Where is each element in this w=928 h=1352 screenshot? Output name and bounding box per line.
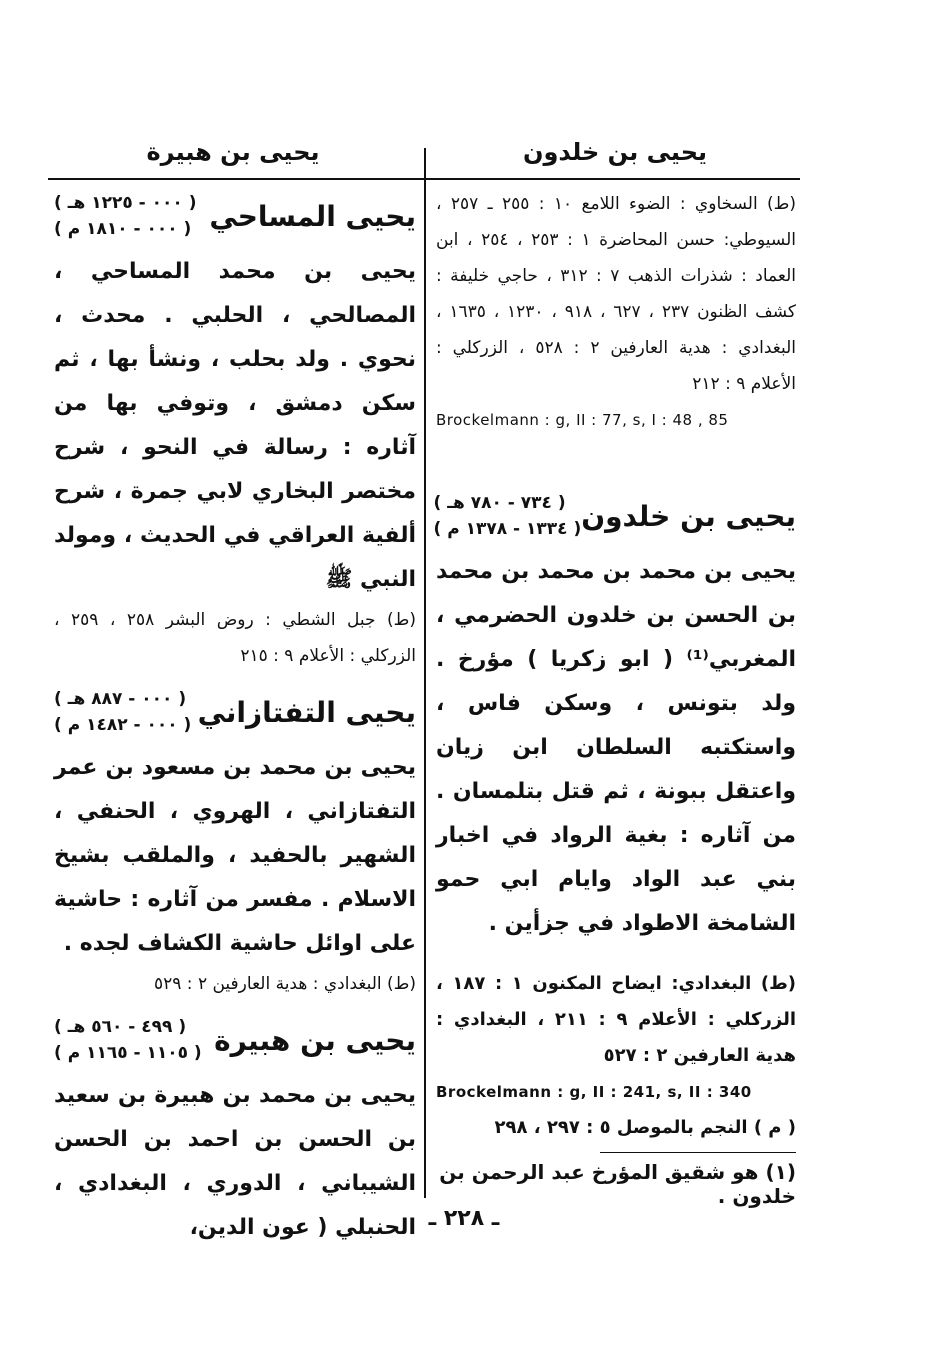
entry-body: يحيى بن محمد بن هبيرة بن سعيد بن الحسن بن احمد بن الحسن الشيباني ، الدوري ، البغدادي ، الحنبلي ( عون الدين، — [54, 1083, 416, 1240]
page-number: ـ ٢٢٨ ـ — [428, 1206, 500, 1231]
entry-header — [54, 1014, 416, 1066]
brockelmann-reference: Brockelmann : g, II : 77, s, I : 48 , 85 — [436, 411, 729, 429]
entry-body: يحيى بن محمد بن محمد بن محمد بن الحسن بن خلدون الحضرمي ، المغربي⁽¹⁾ ( ابو زكريا ) مؤرخ . ولد بتونس ، وسكن فاس ، واستكتبه السلطان ابن زيان واعتقل ببونة ، ثم قتل بتلمسان . من آثاره : بغية الرواد في اخبار بني عبد الواد وايام ابي حمو الشامخة الاطواد في جزأين . — [436, 559, 796, 936]
footnote: (١) هو شقيق المؤرخ عبد الرحمن بن خلدون . — [439, 1160, 796, 1208]
entry-references: (ط) البغدادي: ايضاح المكنون ١ : ١٨٧ ، الزركلي : الأعلام ٩ : ٢١١ ، البغدادي : هدية العارفين ٢ : ٥٢٧ — [436, 973, 796, 1066]
entry-header — [433, 490, 796, 542]
dates-gregorian: ( ٠٠٠ - ١٤٨٢ م ) — [54, 715, 192, 735]
entry-dates — [54, 190, 196, 242]
dates-hijri: ( ٧٣٤ - ٧٨٠ هـ ) — [433, 493, 566, 513]
dates-hijri: ( ٠٠٠ - ٨٨٧ هـ ) — [54, 689, 187, 709]
dates-hijri: ( ٤٩٩ - ٥٦٠ هـ ) — [54, 1017, 187, 1037]
entry-dates — [54, 686, 191, 738]
entry-body: يحيى بن محمد المساحي ، المصالحي ، الحلبي . محدث ، نحوي . ولد بحلب ، ونشأ بها ، ثم سكن دمشق ، وتوفي بها من آثاره : رسالة في النحو ، شرح مختصر البخاري لابي جمرة ، شرح ألفية العراقي في الحديث ، ومولد النبي ﷺ — [54, 259, 416, 592]
entry-dates — [54, 1014, 202, 1066]
dates-gregorian: ( ١١٠٥ - ١١٦٥ م ) — [54, 1043, 202, 1063]
entry-header — [54, 686, 416, 738]
entry-body: يحيى بن محمد بن مسعود بن عمر التفتازاني ، الهروي ، الحنفي ، الشهير بالحفيد ، والملقب بشيخ الاسلام . مفسر من آثاره : حاشية على اوائل حاشية الكشاف لجده . — [54, 755, 416, 956]
running-header-right: يحيى بن خلدون — [522, 138, 708, 166]
column-divider — [424, 148, 426, 1198]
entry-dates — [434, 490, 582, 542]
entry-title: يحيى بن هبيرة — [214, 1023, 416, 1057]
left-column — [54, 186, 416, 1250]
running-header-left: يحيى بن هبيرة — [146, 138, 320, 166]
dates-gregorian: ( ١٣٣٤ - ١٣٧٨ م ) — [433, 519, 582, 539]
extra-reference: ( م ) النجم بالموصل ٥ : ٢٩٧ ، ٢٩٨ — [494, 1117, 796, 1138]
right-column — [433, 186, 797, 1146]
entry — [54, 190, 416, 674]
brockelmann-reference: Brockelmann : g, II : 241, s, II : 340 — [436, 1083, 752, 1101]
footnote-rule — [600, 1152, 796, 1153]
entry-references: (ط) البغدادي : هدية العارفين ٢ : ٥٢٩ — [153, 974, 416, 994]
references-block: (ط) السخاوي : الضوء اللامع ١٠ : ٢٥٥ ـ ٢٥٧ ، السيوطي: حسن المحاضرة ١ : ٢٥٣ ، ٢٥٤ ، ابن العماد : شذرات الذهب ٧ : ٣١٢ ، حاجي خليفة : كشف الظنون ٢٣٧ ، ٦٢٧ ، ٩١٨ ، ١٢٣٠ ، ١٦٣٥ ، البغدادي : هدية العارفين ٢ : ٥٢٨ ، الزركلي : الأعلام ٩ : ٢١٢ — [436, 194, 797, 394]
entry-title: يحيى المساحي — [209, 199, 416, 233]
entry-title: يحيى بن خلدون — [581, 499, 796, 533]
entry-title: يحيى التفتازاني — [197, 695, 416, 729]
entry-references: (ط) جبل الشطي : روض البشر ٢٥٨ ، ٢٥٩ ، الزركلي : الأعلام ٩ : ٢١٥ — [54, 610, 417, 666]
entry-header — [54, 190, 416, 242]
dates-hijri: ( ٠٠٠ - ١٢٢٥ هـ ) — [54, 193, 197, 213]
entry — [54, 686, 416, 1002]
dates-gregorian: ( ٠٠٠ - ١٨١٠ م ) — [54, 219, 192, 239]
